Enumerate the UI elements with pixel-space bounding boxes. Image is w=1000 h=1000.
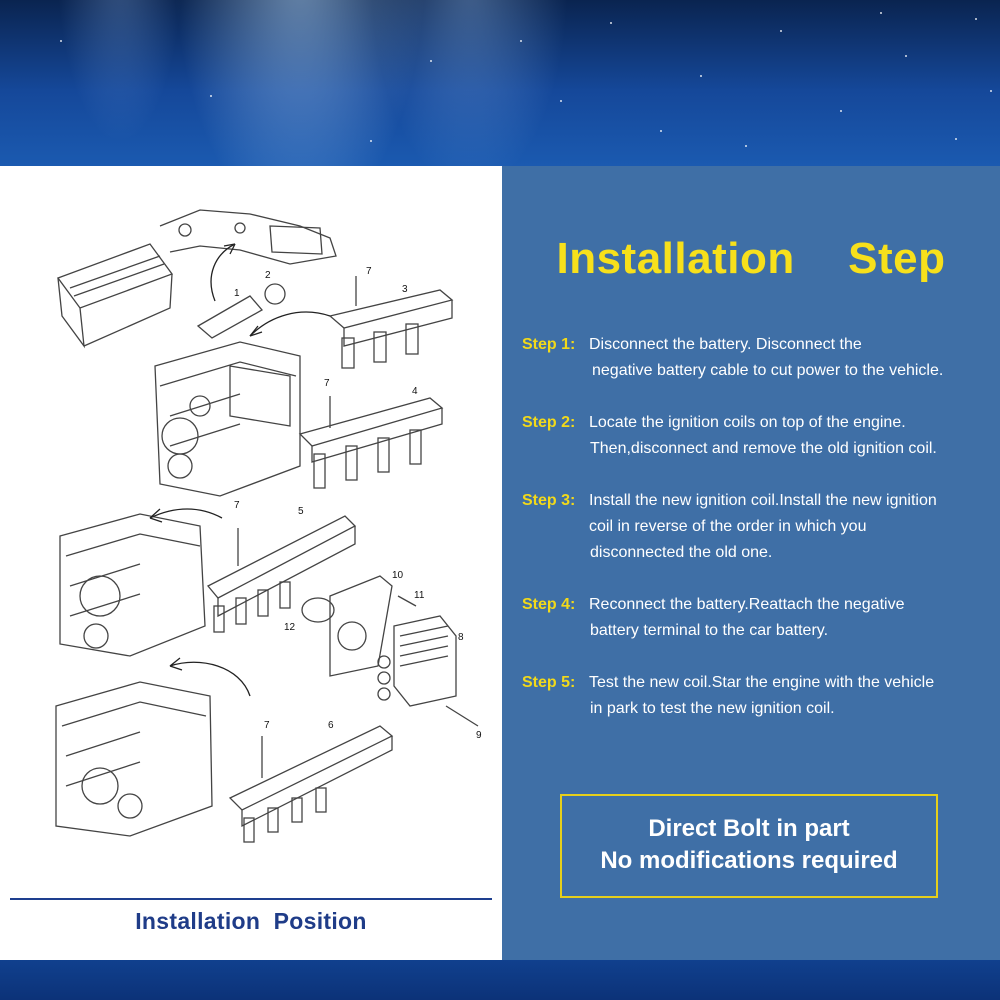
engine-block-illustration-3: [56, 682, 212, 836]
coil-pack-illustration-4: [300, 396, 442, 488]
step-3-label: Step 3:: [522, 492, 576, 509]
callout-number-7b: 7: [324, 378, 330, 389]
step-5-line-1: Test the new coil.Star the engine with the vehicle: [589, 674, 935, 691]
caption-divider: [10, 898, 492, 900]
callout-number-5: 5: [298, 506, 304, 517]
installation-step-title: Installation Step: [556, 234, 946, 283]
step-5-line-2: in park to test the new ignition coil.: [590, 700, 835, 717]
step-2-label: Step 2:: [522, 414, 576, 431]
callout-number-3: 3: [402, 284, 408, 295]
engine-block-illustration-2: [60, 514, 205, 656]
step-3-line-1: Install the new ignition coil.Install the new ignition: [589, 492, 937, 509]
engine-block-illustration-1: [155, 342, 300, 496]
callout-number-9: 9: [476, 730, 482, 741]
step-3-line-2: coil in reverse of the order in which you: [589, 518, 867, 535]
callout-number-6: 6: [328, 720, 334, 731]
callout-number-7d: 7: [264, 720, 270, 731]
installation-step-panel: [502, 166, 1000, 960]
air-box-illustration: [58, 210, 336, 346]
callout-number-2: 2: [265, 270, 271, 281]
callout-number-8: 8: [458, 632, 464, 643]
callout-number-1: 1: [234, 288, 240, 299]
installation-position-panel: [0, 166, 502, 960]
direct-bolt-callout-box: [560, 794, 938, 898]
starfield-banner: [0, 0, 1000, 166]
callout-number-11: 11: [414, 590, 425, 601]
callout-number-7c: 7: [234, 500, 240, 511]
step-1-label: Step 1:: [522, 336, 576, 353]
callout-number-7a: 7: [366, 266, 372, 277]
step-2-line-2: Then,disconnect and remove the old ignition coil.: [590, 440, 937, 457]
step-4-label: Step 4:: [522, 596, 576, 613]
step-4-line-1: Reconnect the battery.Reattach the negative: [589, 596, 905, 613]
step-4-line-2: battery terminal to the car battery.: [590, 622, 829, 639]
footer-band: [0, 960, 1000, 1000]
callout-number-10: 10: [392, 570, 404, 581]
callout-line-1: Direct Bolt in part: [648, 815, 850, 842]
step-1-line-1: Disconnect the battery. Disconnect the: [589, 336, 862, 353]
installation-position-caption: Installation Position: [135, 908, 367, 934]
callout-line-2: No modifications required: [600, 847, 898, 874]
engine-exploded-diagram: [0, 166, 502, 886]
coil-block-illustration-8: [378, 616, 456, 706]
coil-pack-illustration-3: [330, 276, 452, 368]
callout-number-12: 12: [284, 622, 296, 633]
callout-number-4: 4: [412, 386, 418, 397]
step-1-line-2: negative battery cable to cut power to the vehicle.: [592, 362, 944, 379]
coil-pack-illustration-6: [230, 726, 392, 842]
step-2-line-1: Locate the ignition coils on top of the engine.: [589, 414, 906, 431]
step-5-label: Step 5:: [522, 674, 576, 691]
step-3-line-3: disconnected the old one.: [590, 544, 773, 561]
